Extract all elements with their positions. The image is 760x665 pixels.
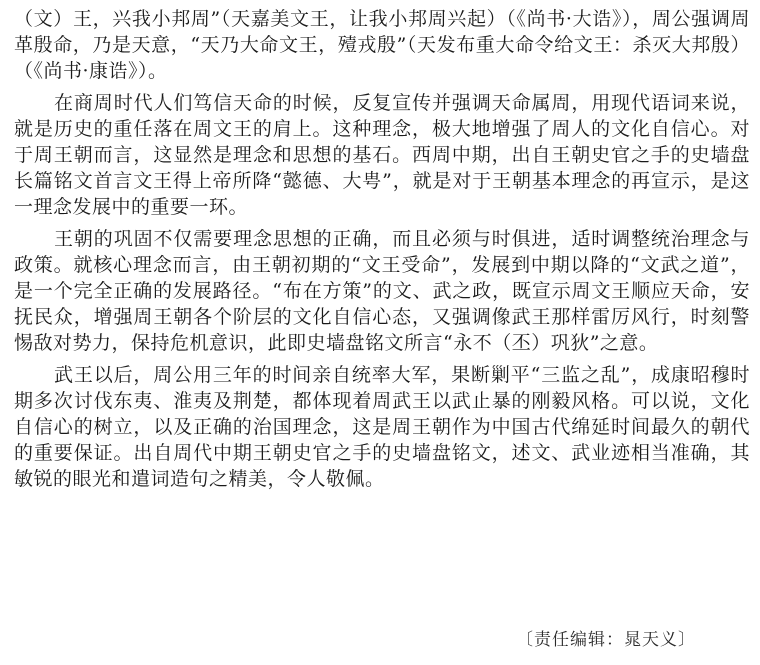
editor-credit: 〔责任编辑：晁天义〕 [516,630,696,650]
paragraph-4: 武王以后，周公用三年的时间亲自统率大军，果断剿平“三监之乱”，成康昭穆时期多次讨伐东夷、淮夷及荆楚，都体现着周武王以武止暴的刚毅风格。可以说，文化自信心的树立，以及正确的治国理念，这是周王朝作为中国古代绵延时间最久的朝代的重要保证。出自周代中期王朝史官之手的史墙盘铭文，述文、武业迹相当准确，其敏锐的眼光和遣词造句之精美，令人敬佩。 [14,364,750,490]
paragraph-3: 王朝的巩固不仅需要理念思想的正确，而且必须与时俱进，适时调整统治理念与政策。就核心理念而言，由王朝初期的“文王受命”，发展到中期以降的“文武之道”，是一个完全正确的发展路径。“布在方策”的文、武之政，既宣示周文王顺应天命，安抚民众，增强周王朝各个阶层的文化自信心态，又强调像武王那样雷厉风行，时刻警惕敌对势力，保持危机意识，此即史墙盘铭文所言“永不（丕）巩狄”之意。 [14,228,750,354]
paragraph-2: 在商周时代人们笃信天命的时候，反复宣传并强调天命属周，用现代语词来说，就是历史的重任落在周文王的肩上。这种理念，极大地增强了周人的文化自信心。对于周王朝而言，这显然是理念和思想的基石。西周中期，出自王朝史官之手的史墙盘长篇铭文首言文王得上帝所降“懿德、大甹”，就是对于王朝基本理念的再宣示，是这一理念发展中的重要一环。 [14,92,750,218]
article-body [14,6,750,492]
paragraph-1: （文）王，兴我小邦周”（天嘉美文王，让我小邦周兴起）（《尚书·大诰》），周公强调周革殷命，乃是天意，“天乃大命文王，殪戎殷”（天发布重大命令给文王：杀灭大邦殷）（《尚书·康诰》）。 [14,8,750,82]
